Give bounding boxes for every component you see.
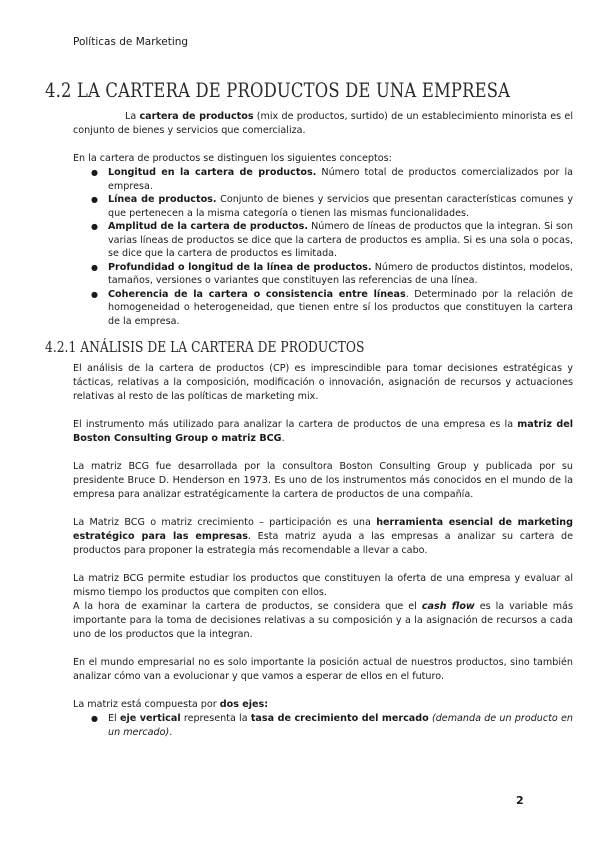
list-item: ● Profundidad o longitud de la línea de productos. Número de productos distintos, modelos, tamaños, versiones o variantes que constituyen las referencias de una línea. (108, 261, 573, 288)
concepts-intro: En la cartera de productos se distinguen los siguientes conceptos: (73, 153, 392, 164)
term-cartera: cartera de productos (139, 111, 254, 122)
running-header: Políticas de Marketing (73, 36, 189, 48)
list-item: ● Coherencia de la cartera o consistencia entre líneas. Determinado por la relación de homogeneidad o heterogeneidad, que tienen entre sí los productos que constituyen la cartera de la empresa. (108, 288, 573, 329)
paragraph-bcg-study: La matriz BCG permite estudiar los productos que constituyen la oferta de una empresa y evaluar al mismo tiempo los productos que compiten con ellos. (73, 573, 573, 598)
paragraph-analisis: El análisis de la cartera de productos (CP) es imprescindible para tomar decisiones estratégicas y tácticas, relativas a la composición, modificación o innovación, asignación de recursos y actuaciones relativas al resto de las políticas de marketing mix. (73, 363, 573, 402)
list-item: ● El eje vertical representa la tasa de crecimiento del mercado (demanda de un producto en un mercado). (108, 712, 573, 739)
paragraph-instrumento: El instrumento más utilizado para analizar la cartera de productos de una empresa es la matriz del Boston Consulting Group o matriz BCG. (73, 419, 573, 444)
axes-list (73, 712, 573, 739)
list-item: ● Amplitud de la cartera de productos. Número de líneas de productos que la integran. Si son varias líneas de productos se dice que la cartera de productos es amplia. Si es una sola o pocas, se dice que la cartera de productos es limitada. (108, 220, 573, 261)
paragraph-cash-flow: A la hora de examinar la cartera de productos, se considera que el cash flow es la variable más importante para la toma de decisiones relativas a su composición y a la asignación de recursos a cada uno de los productos que la integran. (73, 601, 574, 640)
page-number: 2 (516, 794, 524, 807)
list-item: ● Longitud en la cartera de productos. Número total de productos comercializados por la empresa. (108, 166, 573, 193)
paragraph-evolucion: En el mundo empresarial no es solo importante la posición actual de nuestros productos, sino también analizar cómo van a evolucionar y que vamos a esperar de ellos en el futuro. (73, 657, 573, 682)
list-item: ● Línea de productos. Conjunto de bienes y servicios que presentan características comunes y que pertenecen a la misma categoría o tienen las mismas funcionalidades. (108, 193, 573, 220)
concepts-list (73, 166, 573, 328)
section-title: 4.2 LA CARTERA DE PRODUCTOS DE UNA EMPRESA (45, 78, 511, 102)
page-body (45, 78, 574, 739)
paragraph-bcg-history: La matriz BCG fue desarrollada por la consultora Boston Consulting Group y publicada por su presidente Bruce D. Henderson en 1973. Es uno de los instrumentos más conocidos en el mundo de la empresa para analizar estratégicamente la cartera de productos de una compañía. (73, 461, 573, 500)
intro-paragraph: La cartera de productos (mix de productos, surtido) de un establecimiento minorista es el conjunto de bienes y servicios que comercializa. (73, 111, 573, 136)
paragraph-ejes: La matriz está compuesta por dos ejes: (73, 699, 269, 710)
subsection-title: 4.2.1 ANÁLISIS DE LA CARTERA DE PRODUCTOS (45, 338, 365, 356)
paragraph-bcg-tool: La Matriz BCG o matriz crecimiento – participación es una herramienta esencial de marketing estratégico para las empresas. Esta matriz ayuda a las empresas a analizar su cartera de productos para proponer la estrategia más recomendable a llevar a cabo. (73, 517, 574, 556)
